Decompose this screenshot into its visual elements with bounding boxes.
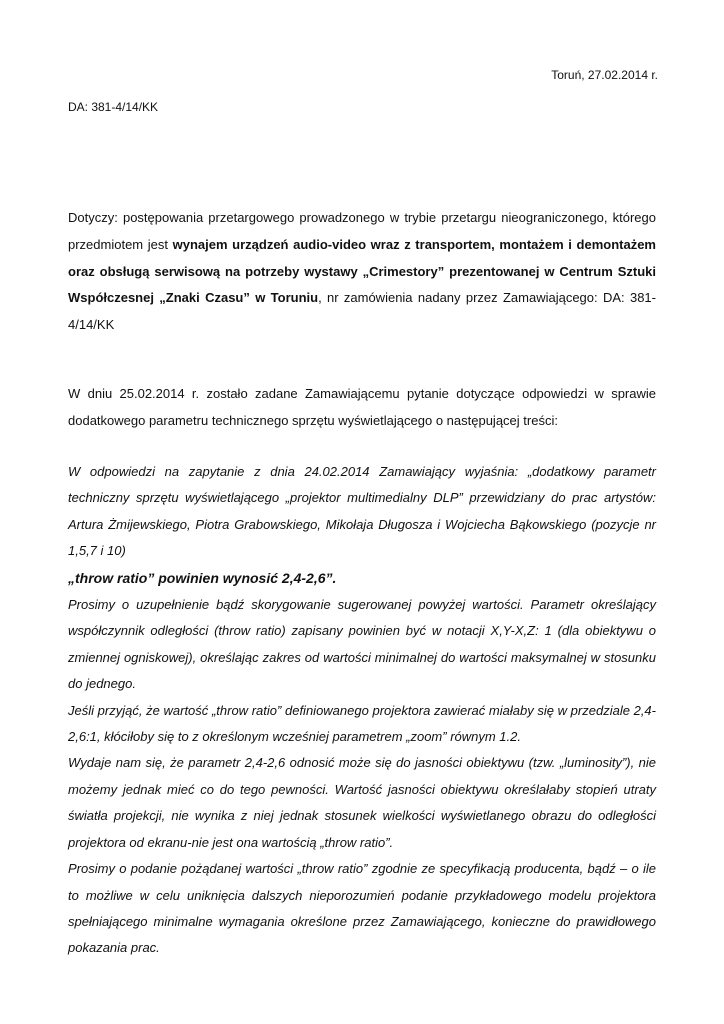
question-p1-text: W odpowiedzi na zapytanie z dnia 24.02.2014 Zamawiający wyjaśnia: „dodatkowy parametr techniczny sprzętu wyświetlającego „projektor multimedialny DLP” przewidziany do prac artystów: Artura Żmijewskiego, Piotra Grabowskiego, Mikołaja Długosza i Wojciecha Bąkowskiego (pozycje nr 1,5,7 i 10) (68, 464, 656, 559)
quoted-question (68, 459, 656, 962)
question-paragraph-3: Jeśli przyjąć, że wartość „throw ratio” definiowanego projektora zawierać miałaby się w przedziale 2,4-2,6:1, kłóciłoby się to z określonym wcześniej parametrem „zoom” równym 1.2. (68, 702, 656, 745)
subject-text: Dotyczy: postępowania przetargowego prowadzonego w trybie przetargu nieograniczonego, którego przedmiotem jest (68, 210, 656, 252)
document-reference: DA: 381-4/14/KK (68, 100, 159, 114)
subject-bold-text: wynajem urządzeń audio-video wraz z transportem, montażem i demontażem oraz obsługą serwisową na potrzeby wystawy „Crimestory” prezentowanej w Centrum Sztuki Współczesnej „Znaki Czasu” w Toruniu (68, 236, 656, 306)
subject-paragraph (68, 205, 656, 339)
subject-order-number: , nr zamówienia nadany przez Zamawiającego: DA: 381-4/14/KK (68, 290, 656, 333)
question-p1-bold: „throw ratio” powinien wynosić 2,4-2,6”. (68, 569, 337, 586)
document-date: Toruń, 27.02.2014 r. (551, 68, 658, 82)
question-paragraph-5: Prosimy o podanie pożądanej wartości „throw ratio” zgodnie ze specyfikacją producenta, bądź – o ile to możliwe w celu uniknięcia dalszych nieporozumień podanie przykładowego modelu projektora spełniającego minimalne wymagania określone przez Zamawiającego, konieczne do prawidłowego pokazania prac. (68, 861, 656, 956)
document-page (68, 0, 658, 1024)
question-paragraph-2: Prosimy o uzupełnienie bądź skorygowanie sugerowanej powyżej wartości. Parametr określający współczynnik odległości (throw ratio) zapisany powinien być w notacji X,Y-X,Z: 1 (dla obiektywu o zmiennej ogniskowej), określając zakres od wartości minimalnej do wartości maksymalnej w stosunku do jednego. (68, 597, 656, 692)
intro-paragraph: W dniu 25.02.2014 r. zostało zadane Zamawiającemu pytanie dotyczące odpowiedzi w sprawie dodatkowego parametru technicznego sprzętu wyświetlającego o następującej treści: (68, 386, 656, 428)
question-paragraph-1 (68, 459, 656, 592)
question-paragraph-4: Wydaje nam się, że parametr 2,4-2,6 odnosić może się do jasności obiektywu (tzw. „luminosity”), nie możemy jednak mieć co do tego pewności. Wartość jasności obiektywu określałaby stopień utraty światła projekcji, nie wynika z niej jednak stosunek wielkości wyświetlanego obrazu do odległości projektora od ekranu-nie jest ona wartością „throw ratio”. (68, 755, 656, 850)
